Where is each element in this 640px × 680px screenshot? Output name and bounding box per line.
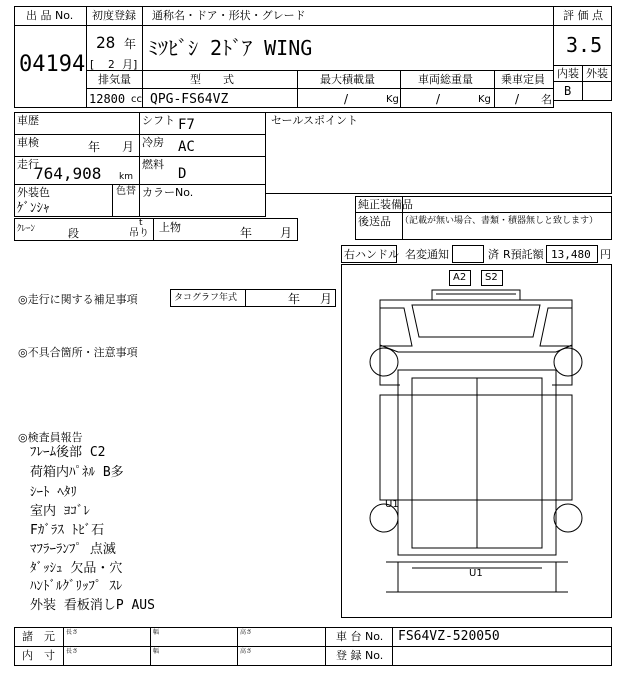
cargo-height-label: 高さ xyxy=(240,648,253,655)
capacity-label: 乗車定員 xyxy=(501,73,545,86)
inspector-item: ﾀﾞｯｼｭ 欠品・穴 xyxy=(30,561,123,576)
crane-suspend: 吊り xyxy=(129,228,149,239)
model-label: 型 式 xyxy=(190,73,234,86)
ac-value: AC xyxy=(178,139,195,155)
ac-label: 冷房 xyxy=(142,136,164,149)
dims-label: 諸 元 xyxy=(22,630,55,643)
aftermarket-note: （記載が無い場合、書類・積器無しと致します） xyxy=(400,216,599,226)
top-body-label: 上物 xyxy=(159,221,181,234)
driving-notes-label: ◎走行に関する補足事項 xyxy=(18,293,138,306)
inspector-item: ｼｰﾄ ﾍﾀﾘ xyxy=(30,485,77,500)
displacement-label: 排気量 xyxy=(98,73,131,86)
crane-stage: 段 xyxy=(68,227,79,240)
dims-width-label: 幅 xyxy=(153,629,160,636)
genuine-equipment-label: 純正装備品 xyxy=(358,198,413,211)
registration-year: 28 xyxy=(96,33,116,52)
fuel-label: 燃料 xyxy=(142,158,164,171)
max-load-unit: Kg xyxy=(386,94,399,105)
inspection-year-unit: 年 xyxy=(88,140,101,154)
history-label: 車歴 xyxy=(17,114,39,127)
capacity-separator: / xyxy=(515,92,520,106)
inspector-item: 荷箱内ﾊﾟﾈﾙ B多 xyxy=(30,465,124,480)
registration-month: 2 xyxy=(108,58,115,71)
max-load-separator: / xyxy=(344,92,349,106)
lot-number: 04194 xyxy=(19,52,86,77)
footer-cargo-width-cell xyxy=(150,646,238,666)
sales-point-label: セールスポイント xyxy=(271,114,359,127)
inspector-report-label: ◎検査員報告 xyxy=(18,431,83,444)
registration-year-unit: 年 xyxy=(124,37,137,51)
inspection-label: 車検 xyxy=(17,136,39,149)
tachograph-month: 月 xyxy=(320,292,333,306)
dims-height-label: 高さ xyxy=(240,629,253,636)
gross-weight-label: 車両総重量 xyxy=(418,73,473,86)
shift-value: F7 xyxy=(178,117,195,133)
chassis-label: 車 台 No. xyxy=(336,630,384,643)
inspector-item: ﾌﾚｰﾑ後部 C2 xyxy=(30,445,106,460)
aftermarket-label: 後送品 xyxy=(358,215,391,228)
color-value: ｹﾞﾝｼｬ xyxy=(17,201,50,216)
chassis-number: FS64VZ-520050 xyxy=(398,629,500,644)
color-code-label: カラーNo. xyxy=(142,186,194,199)
shift-label: シフト xyxy=(142,114,175,127)
recycle-deposit-label: R預託額 xyxy=(503,248,544,261)
cargo-length-label: 長さ xyxy=(66,648,79,655)
cargo-width-label: 幅 xyxy=(153,648,160,655)
drive-side: 右ハンドル xyxy=(344,248,399,261)
damage-code-a2: A2 xyxy=(453,272,467,283)
registration-month-open: [ xyxy=(90,58,95,71)
inspector-item: ﾊﾝﾄﾞﾙｸﾞﾘｯﾌﾟ ｽﾚ xyxy=(30,579,123,594)
top-body-year: 年 xyxy=(240,226,253,240)
tachograph-year: 年 xyxy=(288,292,301,306)
damage-code-u1-rear: U1 xyxy=(469,568,483,579)
footer-dims-width-cell xyxy=(150,627,238,647)
capacity-unit: 名 xyxy=(541,93,552,106)
gross-weight-unit: Kg xyxy=(478,94,491,105)
tachograph-label: タコグラフ年式 xyxy=(174,293,238,303)
vehicle-name: ﾐﾂﾋﾞｼ 2ﾄﾞｱ WING xyxy=(148,36,313,60)
color-change-label: 色替 xyxy=(116,186,136,197)
registration-label: 登 録 No. xyxy=(336,649,384,662)
score-label: 評 価 点 xyxy=(563,9,603,22)
dims-length-label: 長さ xyxy=(66,629,79,636)
max-load-label: 最大積載量 xyxy=(320,73,375,86)
inspector-item: ﾏﾌﾗｰﾗﾝﾌﾟ 点滅 xyxy=(30,542,116,557)
inspection-month-unit: 月 xyxy=(122,140,135,154)
exterior-grade-cell xyxy=(582,81,612,101)
mileage-label: 走行 xyxy=(17,158,39,171)
fuel-value: D xyxy=(178,166,187,182)
score-value: 3.5 xyxy=(566,33,603,57)
displacement-value: 12800 xyxy=(89,92,126,106)
first-registration-label: 初度登録 xyxy=(92,9,136,22)
exterior-grade-label: 外装 xyxy=(586,67,608,80)
interior-grade-label: 内装 xyxy=(557,67,579,80)
cargo-dims-label: 内 寸 xyxy=(22,649,55,662)
mileage-value: 764,908 xyxy=(34,164,102,183)
crane-label: ｸﾚｰﾝ xyxy=(17,224,36,234)
defects-label: ◎不具合箇所・注意事項 xyxy=(18,346,138,359)
gross-weight-separator: / xyxy=(436,92,441,106)
damage-code-u1-side: U1 xyxy=(385,499,399,510)
inspector-item: 外装 看板消しP AUS xyxy=(30,598,155,613)
recycle-deposit-yen: 円 xyxy=(600,248,611,261)
recycle-deposit-amount: 13,480 xyxy=(551,248,591,261)
color-label: 外装色 xyxy=(17,186,50,199)
interior-grade: B xyxy=(564,84,572,98)
displacement-unit: cc xyxy=(131,94,142,105)
inspector-item: 室内 ﾖｺﾞﾚ xyxy=(30,504,90,519)
damage-code-s2: S2 xyxy=(485,272,498,283)
lot-label: 出 品 No. xyxy=(26,9,74,22)
vehicle-name-label: 通称名・ドア・形状・グレード xyxy=(152,9,306,22)
vehicle-diagram-frame xyxy=(341,264,612,618)
top-body-month: 月 xyxy=(280,226,293,240)
model-value: QPG-FS64VZ xyxy=(150,92,229,107)
name-change-label: 名変通知 xyxy=(405,248,449,261)
crane-tonnage-unit: t xyxy=(139,218,143,228)
registration-month-close: 月] xyxy=(122,58,138,71)
mileage-unit: km xyxy=(119,172,133,182)
name-change-box xyxy=(452,245,484,263)
name-change-expired: 済 xyxy=(488,248,499,261)
inspector-item: Fｶﾞﾗｽ ﾄﾋﾞ石 xyxy=(30,523,105,538)
